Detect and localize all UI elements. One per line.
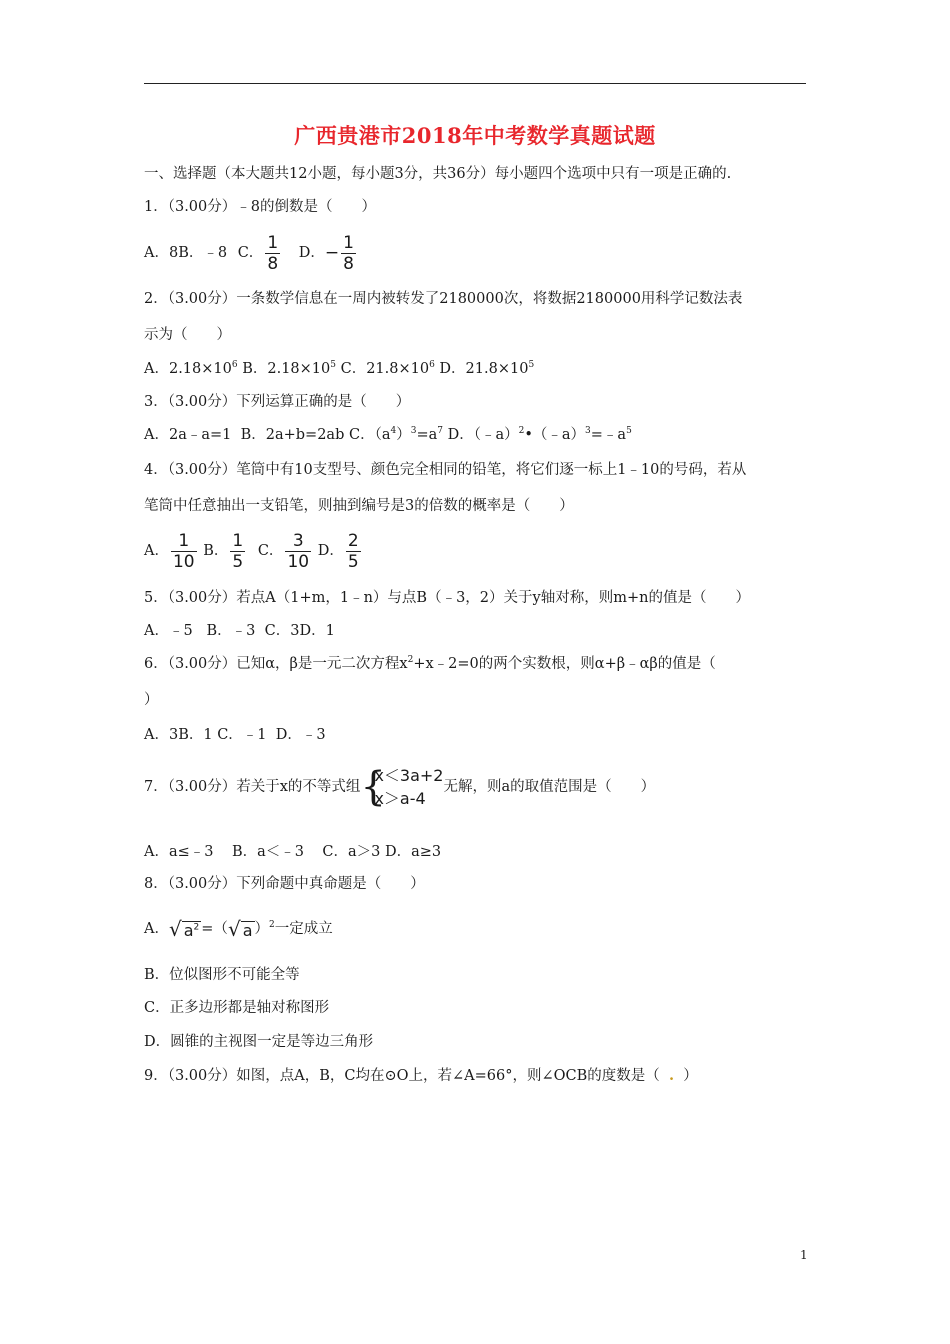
q3-option-d: D．$(﹣a)^2•(﹣a)^3=﹣a^5$ xyxy=(447,426,632,443)
q9-answer-dot: . xyxy=(669,1067,675,1084)
q1-option-c-label: C． xyxy=(237,245,264,261)
q2-option-c-exp: 6 xyxy=(429,360,435,371)
q5-option-a: A．﹣5 xyxy=(144,623,193,639)
q4-option-a-fraction: $\frac{1}{10}$ xyxy=(172,530,195,572)
q2-option-c: C．21.8×10 xyxy=(340,361,430,377)
q2-option-b: B．2.18×10 xyxy=(242,361,331,377)
q1-stem: 1．（3.00分）﹣8的倒数是（ ） xyxy=(144,199,376,215)
brace-icon: { xyxy=(360,764,386,810)
q4-option-d-label: D． xyxy=(317,543,344,559)
q7-inequality-2: x＞a-4 xyxy=(374,789,426,808)
q3-option-b: B．2a+b=2ab xyxy=(240,427,345,443)
q1-option-a: A．8 xyxy=(144,245,179,261)
q4-stem-line2: 笔筒中任意抽出一支铅笔，则抽到编号是3的倍数的概率是（ ） xyxy=(144,498,574,514)
q1-d-numerator: 1 xyxy=(343,232,354,253)
q3-option-a: A．2a﹣a=1 xyxy=(144,427,232,443)
q5-stem: 5．（3.00分）若点A（1+m，1﹣n）与点B（﹣3，2）关于y轴对称，则m+n的值是（ ） xyxy=(144,590,750,606)
q5-options xyxy=(144,622,335,640)
sqrt-a-squared: √ $a^2$ xyxy=(168,917,200,941)
radical-icon: √ xyxy=(227,917,241,941)
q1-c-denominator: 8 xyxy=(267,253,279,274)
q1-d-denominator: 8 xyxy=(343,253,354,274)
q1-option-b: B．﹣8 xyxy=(178,245,228,261)
q1-d-sign: − xyxy=(324,243,340,263)
q8-option-b: B．位似图形不可能全等 xyxy=(144,967,300,983)
q1-option-d-label: D． xyxy=(298,245,325,261)
q7-stem-pre: 7．（3.00分）若关于x的不等式组 xyxy=(144,779,361,795)
q2-option-d: D．21.8×10 xyxy=(439,361,529,377)
q1-option-d-fraction xyxy=(341,233,356,274)
q3-options xyxy=(144,426,632,444)
q2-option-a-exp: 6 xyxy=(231,360,238,371)
q7-option-a: A．a≤﹣3 xyxy=(144,844,214,860)
q3-option-c: C．$(a^4)^3=a^7$ xyxy=(348,426,443,443)
q1-options xyxy=(144,232,358,274)
q4-option-b-fraction: $\frac{1}{5}$ xyxy=(232,530,244,572)
q9-stem: 9．（3.00分）如图，点A，B，C均在⊙O上，若∠A=66°，则∠OCB的度数是（ . ） xyxy=(144,1067,698,1084)
q4-option-b-label: B． xyxy=(203,543,229,559)
q6-stem-line2: ） xyxy=(144,692,159,708)
q1-option-c-fraction xyxy=(265,233,280,274)
q2-option-b-exp: 5 xyxy=(330,360,336,371)
q6-option-b: B．1 xyxy=(178,727,213,743)
q7-options xyxy=(144,843,441,861)
q7-stem xyxy=(144,762,655,812)
q6-option-c: C．﹣1 xyxy=(217,727,267,743)
q7-option-c: C．a＞3 xyxy=(322,844,381,860)
section-header: 一、选择题（本大题共12小题，每小题3分，共36分）每小题四个选项中只有一项是正确的. xyxy=(144,166,732,182)
page-number: 1 xyxy=(800,1248,808,1262)
document-title: 广西贵港市2018年中考数学真题试题 xyxy=(294,123,656,148)
q8-option-d: D．圆锥的主视图一定是等边三角形 xyxy=(144,1034,374,1050)
q4-option-a-label: A． xyxy=(144,543,169,559)
q2-option-d-exp: 5 xyxy=(528,360,535,371)
q6-options xyxy=(144,726,326,744)
q7-stem-post: 无解，则a的取值范围是（ ） xyxy=(443,779,656,795)
q2-stem-line2: 示为（ ） xyxy=(144,327,231,343)
q4-option-c-fraction: $\frac{3}{10}$ xyxy=(287,530,310,572)
q2-stem-line1: 2．（3.00分）一条数学信息在一周内被转发了2180000次，将数据2180000用科学记数法表 xyxy=(144,291,743,307)
q4-option-d-fraction: $\frac{2}{5}$ xyxy=(347,530,359,572)
q5-option-d: D．1 xyxy=(299,623,335,639)
q7-option-d: D．a≥3 xyxy=(384,844,442,860)
q8-option-c: C．正多边形都是轴对称图形 xyxy=(144,1000,330,1016)
sqrt-a: √ a xyxy=(227,917,253,941)
q6-stem-line1: 6．（3.00分）已知α，β是一元二次方程$x^2+x﹣2=0$的两个实数根，则α+β﹣αβ的值是（ xyxy=(144,655,716,672)
q6-option-a: A．3 xyxy=(144,727,179,743)
q5-option-b: B．﹣3 xyxy=(206,623,256,639)
q7-option-b: B．a＜﹣3 xyxy=(231,844,304,860)
q6-option-d: D．﹣3 xyxy=(275,727,326,743)
q8-option-a: A． √ $a^2$ =（ √ a ）$^2$一定成立 xyxy=(144,917,333,941)
q1-c-numerator: 1 xyxy=(267,232,279,253)
header-rule xyxy=(144,83,806,84)
q8-stem: 8．（3.00分）下列命题中真命题是（ ） xyxy=(144,876,425,892)
q7-inequality-1: x＜3a+2 xyxy=(374,766,444,785)
q4-stem-line1: 4．（3.00分）笔筒中有10支型号、颜色完全相同的铅笔，将它们逐一标上1﹣10的号码，若从 xyxy=(144,462,747,478)
radical-icon: √ xyxy=(168,917,182,941)
q5-option-c: C．3 xyxy=(264,623,300,639)
q4-options xyxy=(144,530,363,572)
q7-inequality-system xyxy=(360,764,443,810)
q2-options xyxy=(144,360,534,378)
q3-stem: 3．（3.00分）下列运算正确的是（ ） xyxy=(144,394,411,410)
q2-option-a: A．2.18×10 xyxy=(144,361,232,377)
q4-option-c-label: C． xyxy=(257,543,284,559)
